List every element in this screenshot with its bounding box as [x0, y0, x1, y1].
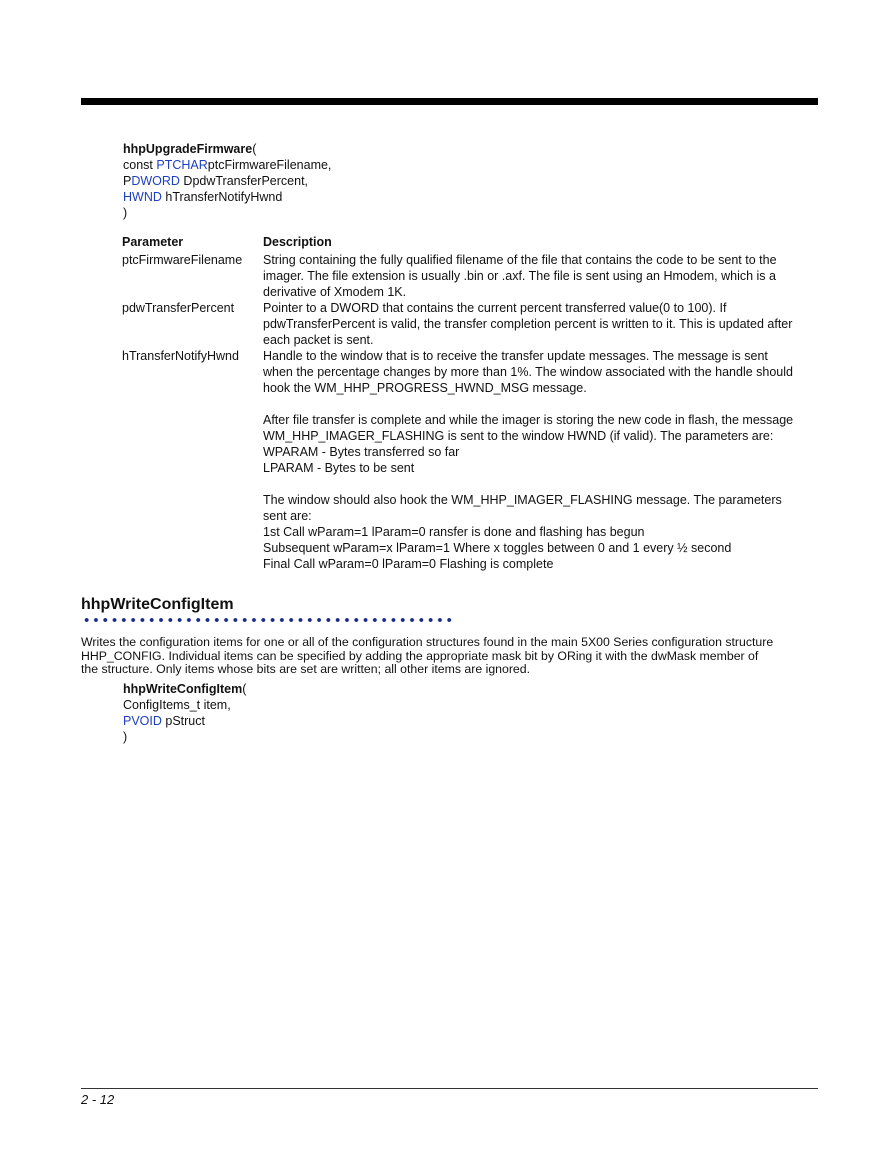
- description-line: LPARAM - Bytes to be sent: [263, 461, 415, 475]
- description-line: Pointer to a DWORD that contains the current percent transferred value(0 to 100). If: [263, 301, 727, 315]
- function-signature-upgrade-firmware: [123, 141, 331, 221]
- signature-line: [123, 189, 331, 205]
- header-rule: [81, 98, 818, 105]
- close-paren: ): [123, 206, 128, 220]
- description-line: imager. The file extension is usually .bin or .axf. The file is sent using an Hmodem, which is a: [263, 269, 776, 283]
- section-intro-paragraph: [81, 636, 818, 677]
- paragraph-gap: [263, 396, 818, 412]
- description-line: The window should also hook the WM_HHP_IMAGER_FLASHING message. The parameters: [263, 493, 782, 507]
- close-paren: ): [123, 730, 128, 744]
- paragraph-line: Writes the configuration items for one or all of the configuration structures found in the main 5X00 Series configuration structure: [81, 635, 774, 649]
- description-line: sent are:: [263, 509, 312, 523]
- footer-rule: [81, 1088, 818, 1089]
- paragraph-gap: [263, 476, 818, 492]
- description-line: WPARAM - Bytes transferred so far: [263, 445, 460, 459]
- signature-line: [123, 157, 331, 173]
- description-line: WM_HHP_IMAGER_FLASHING is sent to the window HWND (if valid). The parameters are:: [263, 429, 774, 443]
- signature-line: [123, 713, 246, 729]
- param-name: DpdwTransferPercent,: [179, 174, 309, 188]
- description-line: Final Call wParam=0 lParam=0 Flashing is complete: [263, 557, 554, 571]
- type-prefix: P: [156, 158, 165, 172]
- function-signature-write-config-item: [123, 681, 246, 745]
- type-prefix: P: [123, 174, 132, 188]
- description-line: pdwTransferPercent is valid, the transfer completion percent is written to it. This is updated after: [263, 317, 793, 331]
- param-name: pStruct: [161, 714, 205, 728]
- paragraph-line: HHP_CONFIG. Individual items can be specified by adding the appropriate mask bit by ORing it with the dwMask member of: [81, 648, 759, 663]
- param-name: ptcFirmwareFilename,: [207, 158, 332, 172]
- description-column-header: Description: [263, 235, 332, 249]
- param-name: ConfigItems_t item,: [123, 698, 231, 712]
- const-keyword: const: [123, 158, 157, 172]
- parameter-table-header: [122, 234, 818, 250]
- description-line: each packet is sent.: [263, 333, 374, 347]
- type-keyword: DWORD: [131, 174, 180, 188]
- parameter-name: ptcFirmwareFilename: [122, 253, 243, 267]
- paragraph-line: the structure. Only items whose bits are set are written; all other items are ignored.: [81, 662, 531, 676]
- parameter-description: [263, 252, 818, 300]
- table-row: [122, 300, 818, 348]
- open-paren: (: [242, 682, 247, 696]
- table-row: [122, 252, 818, 300]
- description-line: String containing the fully qualified filename of the file that contains the code to be sent to the: [263, 253, 777, 267]
- parameter-table: [122, 234, 818, 572]
- description-line: Subsequent wParam=x lParam=1 Where x toggles between 0 and 1 every ½ second: [263, 541, 732, 555]
- parameter-column-header: Parameter: [122, 235, 184, 249]
- parameter-description: [263, 348, 818, 572]
- type-keyword: HWND: [123, 190, 162, 204]
- type-keyword: PVOID: [123, 714, 162, 728]
- signature-line: [123, 681, 246, 697]
- signature-line: [123, 141, 331, 157]
- parameter-name: hTransferNotifyHwnd: [122, 349, 239, 363]
- description-line: hook the WM_HHP_PROGRESS_HWND_MSG message.: [263, 381, 587, 395]
- function-name: hhpWriteConfigItem: [123, 682, 243, 696]
- signature-line: [123, 173, 331, 189]
- description-line: Handle to the window that is to receive the transfer update messages. The message is sent: [263, 349, 768, 363]
- description-line: After file transfer is complete and while the imager is storing the new code in flash, the message: [263, 413, 794, 427]
- open-paren: (: [252, 142, 257, 156]
- page-number: 2 - 12: [81, 1092, 115, 1107]
- type-keyword: TCHAR: [164, 158, 208, 172]
- table-row: [122, 348, 818, 572]
- param-name: hTransferNotifyHwnd: [161, 190, 283, 204]
- description-line: derivative of Xmodem 1K.: [263, 285, 407, 299]
- dotted-underline: [82, 617, 454, 623]
- parameter-name: pdwTransferPercent: [122, 301, 235, 315]
- description-line: 1st Call wParam=1 lParam=0 ransfer is done and flashing has begun: [263, 525, 645, 539]
- description-line: when the percentage changes by more than 1%. The window associated with the handle should: [263, 365, 793, 379]
- parameter-description: [263, 300, 818, 348]
- function-name: hhpUpgradeFirmware: [123, 142, 253, 156]
- section-heading: hhpWriteConfigItem: [81, 596, 234, 613]
